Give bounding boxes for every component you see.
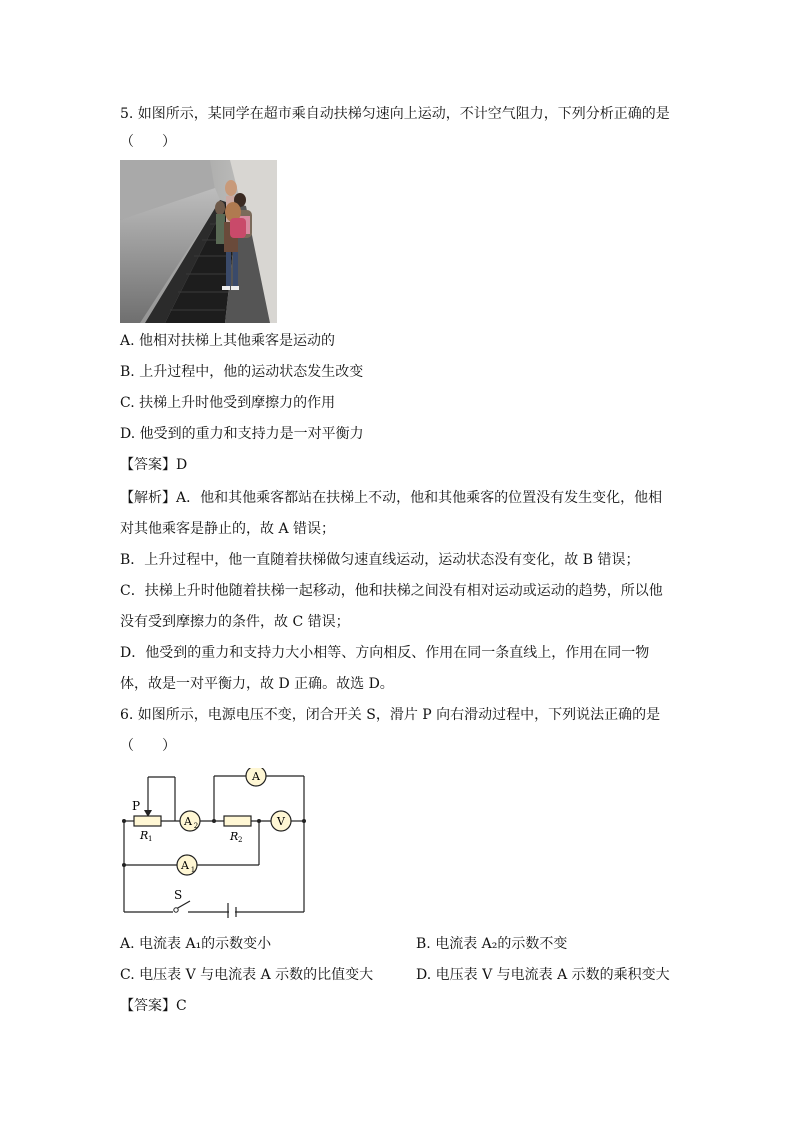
resistor-r2-subscript: 2 xyxy=(238,836,243,844)
q5-option-c: C. 扶梯上升时他受到摩擦力的作用 xyxy=(120,395,336,411)
circuit-svg xyxy=(118,768,314,918)
escalator-image xyxy=(120,160,277,323)
ammeter-a1-subscript: 1 xyxy=(190,866,196,874)
q5-blank: （ ） xyxy=(120,134,176,150)
q5-analysis-line-3: B．上升过程中，他一直随着扶梯做匀速直线运动，运动状态没有变化，故 B 错误； xyxy=(120,552,640,568)
escalator-photo xyxy=(120,160,277,323)
q5-option-b: B. 上升过程中，他的运动状态发生改变 xyxy=(120,364,364,380)
q5-analysis-line-7: 体，故是一对平衡力，故 D 正确。故选 D。 xyxy=(120,676,394,692)
ammeter-a2-label: A xyxy=(184,815,192,828)
q6-option-b: B. 电流表 A₂的示数不变 xyxy=(416,936,568,952)
q5-analysis-line-1: 【解析】A．他和其他乘客都站在扶梯上不动，他和其他乘客的位置没有发生变化，他相 xyxy=(120,490,663,506)
ammeter-a2-subscript: 2 xyxy=(193,822,199,830)
q6-option-c: C. 电压表 V 与电流表 A 示数的比值变大 xyxy=(120,967,374,983)
q5-analysis-line-6: D．他受到的重力和支持力大小相等、方向相反、作用在同一条直线上，作用在同一物 xyxy=(120,645,650,661)
switch-s-label: S xyxy=(174,888,183,902)
voltmeter-v-label: V xyxy=(277,815,285,828)
q6-option-a: A. 电流表 A₁的示数变小 xyxy=(120,936,272,952)
q5-option-a: A. 他相对扶梯上其他乘客是运动的 xyxy=(120,333,336,349)
q5-analysis-line-5: 没有受到摩擦力的条件，故 C 错误； xyxy=(120,614,350,630)
ammeter-a1-label: A xyxy=(181,859,189,872)
slider-p-label: P xyxy=(132,799,141,813)
q5-answer: 【答案】D xyxy=(120,457,188,473)
q5-stem: 5. 如图所示，某同学在超市乘自动扶梯匀速向上运动，不计空气阻力，下列分析正确的是 xyxy=(120,106,670,122)
q6-blank: （ ） xyxy=(120,738,176,754)
resistor-r2-label: R xyxy=(230,830,239,843)
resistor-r1-subscript: 1 xyxy=(148,835,153,843)
q5-analysis-line-2: 对其他乘客是静止的，故 A 错误； xyxy=(120,521,336,537)
resistor-r1-label: R xyxy=(140,829,149,842)
ammeter-a-label: A xyxy=(252,770,260,783)
q5-analysis-line-4: C．扶梯上升时他随着扶梯一起移动，他和扶梯之间没有相对运动或运动的趋势，所以他 xyxy=(120,583,663,599)
q5-option-d: D. 他受到的重力和支持力是一对平衡力 xyxy=(120,426,364,442)
circuit-diagram xyxy=(118,768,314,918)
q6-answer: 【答案】C xyxy=(120,998,187,1014)
q6-option-d: D. 电压表 V 与电流表 A 示数的乘积变大 xyxy=(416,967,670,983)
q6-stem: 6. 如图所示，电源电压不变，闭合开关 S，滑片 P 向右滑动过程中，下列说法正确的是 xyxy=(120,707,661,723)
